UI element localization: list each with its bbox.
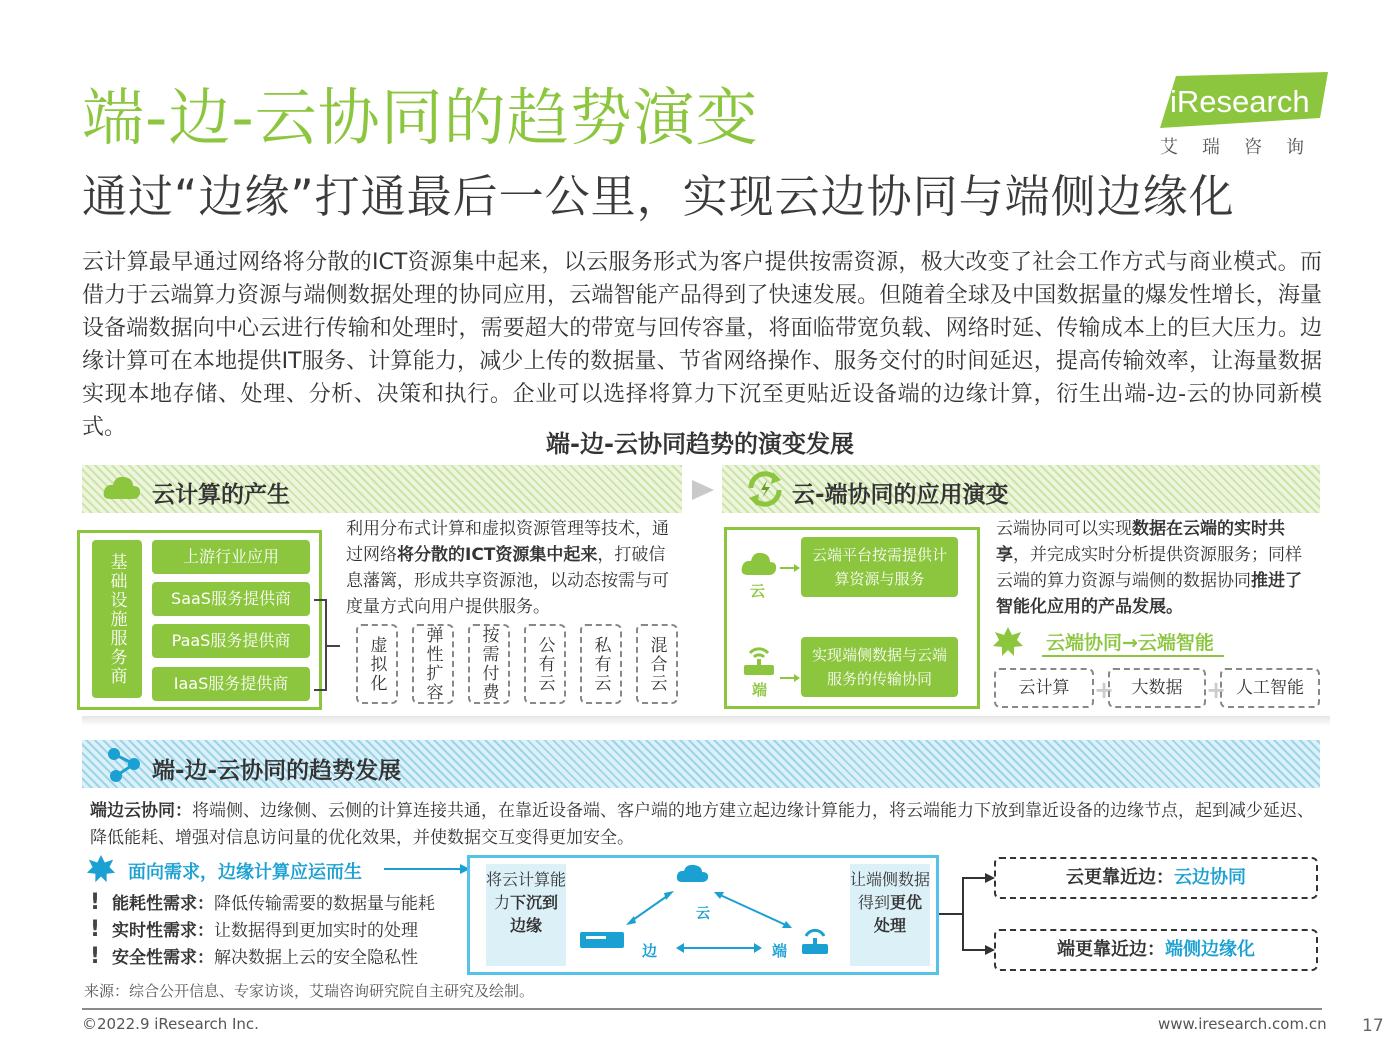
item-ai: 人工智能 [1220, 668, 1320, 708]
panel2-header: 云-端协同的应用演变 [792, 482, 1009, 508]
left-note: 将云计算能力下沉到边缘 [486, 864, 566, 966]
intro-paragraph: 云计算最早通过网络将分散的ICT资源集中起来，以云服务形式为客户提供按需资源，极大改变了社会工作方式与商业模式。而借力于云端算力资源与端侧数据处理的协同应用，云端智能产品得到了快速发展。但随着全球及中国数据量的爆发性增长，海量设备端数据向中心云进行传输和处理时，需要超大的带宽与回传容量，将面临带宽负载、网络时延、传输成本上的巨大压力。边缘计算可在本地提供IT服务、计算能力，减少上传的数据量、节省网络操作、服务交付的时间延迟，提高传输效率，让海量数据实现本地存储、处理、分析、决策和执行。企业可以选择将算力下沉至更贴近设备端的边缘计算，衍生出端-边-云的协同新模式。 [82, 250, 1322, 440]
cloud-label: 云 [750, 582, 766, 600]
arrow-right-icon [384, 862, 470, 876]
demand-security: 安全性需求：解决数据上云的安全隐私性 [112, 948, 418, 968]
diagram-title: 端-边-云协同趋势的演变发展 [546, 430, 854, 458]
right-note: 让端侧数据得到更优处理 [850, 864, 930, 966]
plus-icon: + [1206, 676, 1227, 704]
trait-virtualization: 虚拟化 [356, 624, 398, 704]
device-sync-box: 实现端侧数据与云端服务的传输协同 [801, 637, 958, 697]
smart-label: 云端协同→云端智能 [1046, 632, 1214, 654]
alert-icon: ! [90, 917, 101, 942]
sync-icon [745, 470, 785, 508]
layer-iaas: IaaS服务提供商 [152, 667, 310, 701]
plus-icon: + [1094, 676, 1115, 704]
demand-title: 面向需求，边缘计算应运而生 [128, 862, 362, 883]
panel3-header: 端-边-云协同的趋势发展 [152, 758, 402, 784]
logo-cn: 艾瑞咨询 [1160, 137, 1328, 158]
page-subtitle: 通过“边缘”打通最后一公里，实现云边协同与端侧边缘化 [82, 170, 1235, 223]
edge-triangle-graph [578, 862, 844, 968]
section-divider [82, 716, 1330, 726]
panel1-desc: 利用分布式计算和虚拟资源管理等技术，通过网络将分散的ICT资源集中起来，打破信息藩篱，形成共享资源池，以动态按需与可度量方式向用户提供服务。 [346, 519, 669, 617]
definition-text: 端边云协同：将端侧、边缘侧、云侧的计算连接共通，在靠近设备端、客户端的地方建立起边缘计算能力，将云端能力下放到靠近设备的边缘节点，起到减少延迟、降低能耗、增强对信息访问量的优化效果，并使数据交互变得更加安全。 [90, 801, 1314, 848]
router-icon [742, 645, 776, 677]
node-cloud: 云 [696, 906, 710, 922]
demand-energy: 能耗性需求：降低传输需要的数据量与能耗 [112, 894, 435, 914]
star-badge-icon [992, 626, 1024, 658]
page-title: 端-边-云协同的趋势演变 [82, 81, 759, 154]
outcome-device-edge: 端更靠近边：端侧边缘化 [994, 929, 1318, 971]
outcome-cloud-edge: 云更靠近边：云边协同 [994, 857, 1318, 899]
device-label: 端 [752, 681, 768, 699]
panel1-header: 云计算的产生 [152, 482, 290, 508]
layer-app: 上游行业应用 [152, 540, 310, 574]
panel2-desc: 云端协同可以实现数据在云端的实时共享，并完成实时分析提供资源服务；同样云端的算力资源与端侧的数据协同推进了智能化应用的产品发展。 [996, 519, 1302, 617]
logo-brand: iResearch [1170, 84, 1310, 119]
footer-url: www.iresearch.com.cn [1158, 1015, 1327, 1033]
link-arrows [778, 558, 802, 688]
cloud-platform-box: 云端平台按需提供计算资源与服务 [801, 537, 958, 597]
node-device: 端 [772, 942, 788, 960]
smart-underline [1042, 655, 1224, 657]
footer-copyright: ©2022.9 iResearch Inc. [82, 1015, 259, 1033]
star-badge-icon [86, 854, 116, 884]
bracket-connector [312, 598, 342, 692]
arrow-right-icon [690, 478, 716, 502]
alert-icon: ! [90, 890, 101, 915]
fork-connector [939, 872, 995, 956]
cloud-icon [102, 473, 142, 503]
item-cloud-computing: 云计算 [994, 668, 1094, 708]
trait-private-cloud: 私有云 [580, 624, 622, 704]
footer-divider [82, 1008, 1322, 1010]
node-edge: 边 [642, 942, 658, 960]
demand-realtime: 实时性需求：让数据得到更加实时的处理 [112, 921, 418, 941]
alert-icon: ! [90, 944, 101, 969]
trait-elastic: 弹性扩容 [412, 624, 454, 704]
infra-label: 基础设施服务商 [92, 540, 142, 698]
page-number: 17 [1362, 1016, 1384, 1036]
trait-public-cloud: 公有云 [524, 624, 566, 704]
item-big-data: 大数据 [1108, 668, 1206, 708]
layer-saas: SaaS服务提供商 [152, 582, 310, 616]
source-note: 来源：综合公开信息、专家访谈，艾瑞咨询研究院自主研究及绘制。 [84, 982, 535, 1000]
network-icon [104, 744, 144, 784]
trait-pay-per-use: 按需付费 [468, 624, 510, 704]
trait-hybrid-cloud: 混合云 [636, 624, 678, 704]
layer-paas: PaaS服务提供商 [152, 624, 310, 658]
cloud-icon [740, 550, 778, 578]
